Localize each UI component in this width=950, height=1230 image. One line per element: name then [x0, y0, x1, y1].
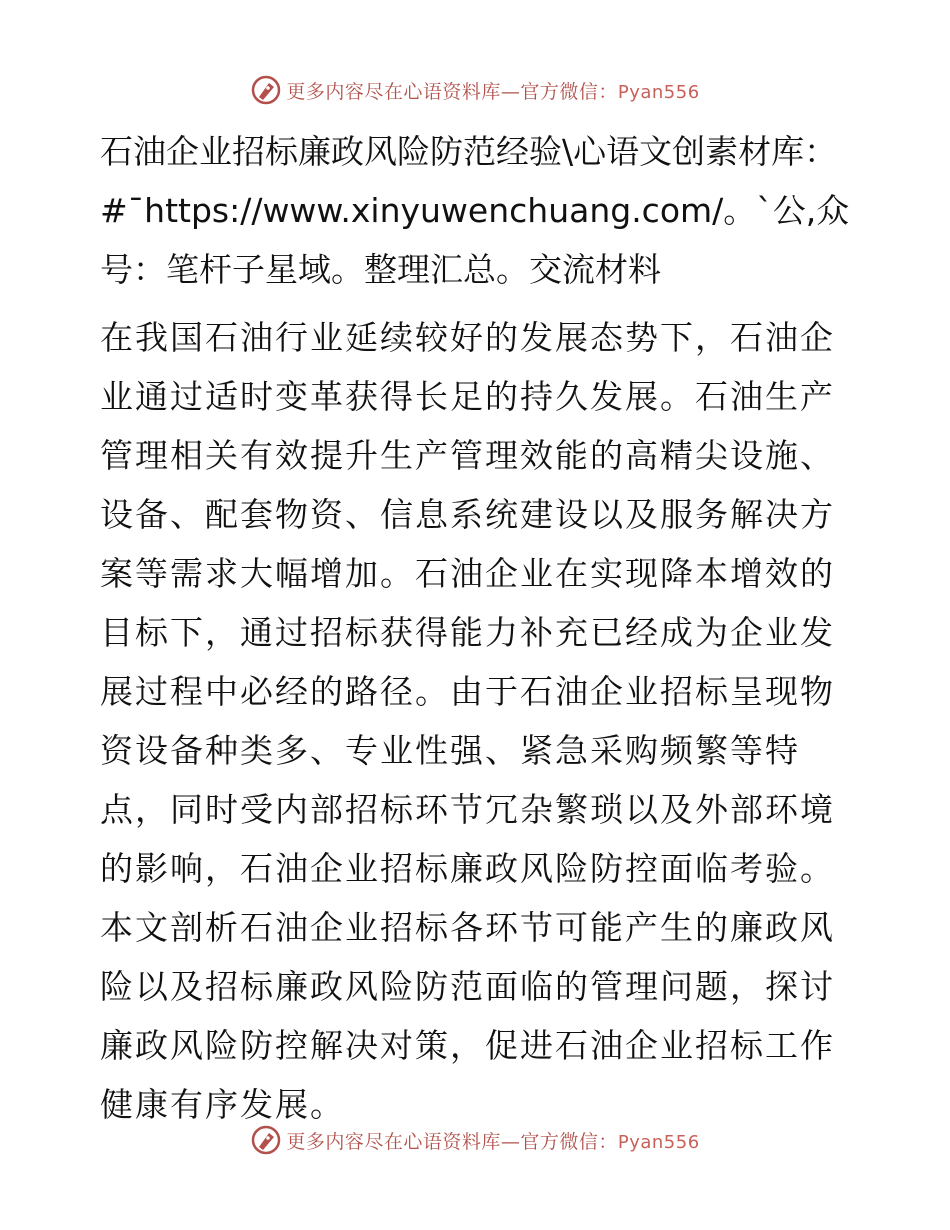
header-banner-handle: Pyan556 — [617, 81, 700, 103]
document-title: 石油企业招标廉政风险防范经验\心语文创素材库：#¯https://www.xinyuwenchuang.com/。`公,众号：笔杆子星域。整理汇总。交流材料 — [100, 132, 850, 289]
footer-banner-handle: Pyan556 — [617, 1131, 700, 1153]
document-body: 在我国石油行业延续较好的发展态势下，石油企业通过适时变革获得长足的持久发展。石油生产管理相关有效提升生产管理效能的高精尖设施、设备、配套物资、信息系统建设以及服务解决方案等需求大幅增加。石油企业在实现降本增效的目标下，通过招标获得能力补充已经成为企业发展过程中必经的路径。由于石油企业招标呈现物资设备种类多、专业性强、紧急采购频繁等特点，同时受内部招标环节冗杂繁琐以及外部环境的影响，石油企业招标廉政风险防控面临考验。本文剖析石油企业招标各环节可能产生的廉政风险以及招标廉政风险防范面临的管理问题，探讨廉政风险防控解决对策，促进石油企业招标工作健康有序发展。 — [100, 318, 835, 1124]
pen-nib-logo-icon — [250, 1124, 282, 1156]
header-banner-text: 更多内容尽在心语资料库—官方微信：Pyan556 — [286, 80, 700, 103]
footer-banner — [0, 1120, 950, 1160]
header-banner — [0, 70, 950, 110]
footer-banner-text: 更多内容尽在心语资料库—官方微信：Pyan556 — [286, 1130, 700, 1153]
pen-nib-logo-icon — [250, 74, 282, 106]
